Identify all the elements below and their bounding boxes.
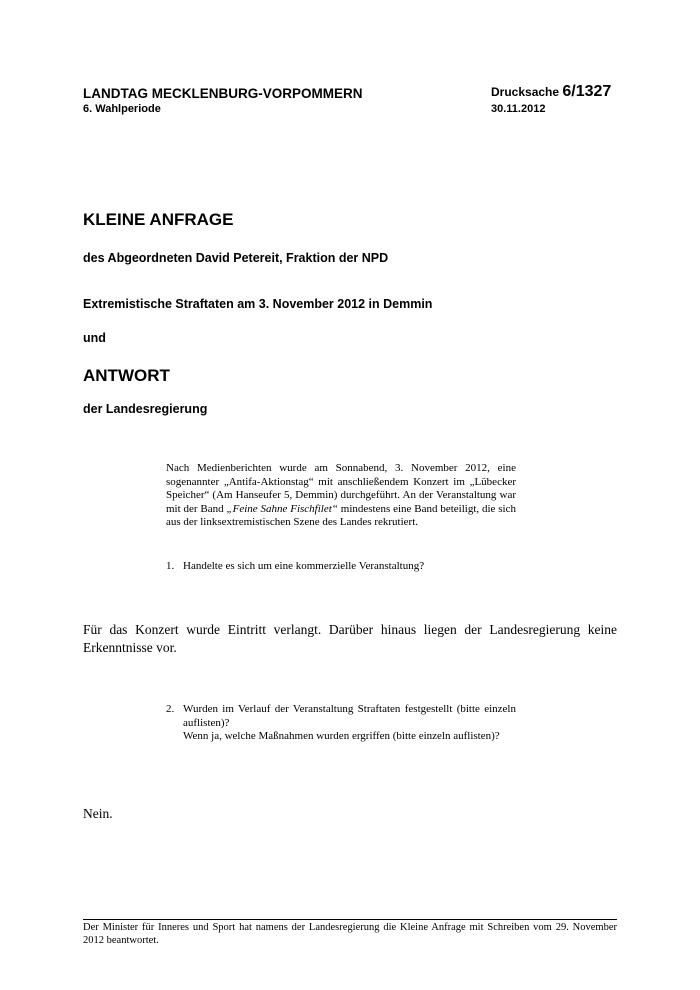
question-2: [166, 703, 516, 744]
footnote: Der Minister für Inneres und Sport hat namens der Landesregierung die Kleine Anfrage mit Schreiben vom 29. November 2012 beantwortet.: [83, 922, 617, 947]
intro-text-part1: Nach Medienberichten wurde am Sonnabend, 3. November 2012, eine sogenannter „Antifa-Aktionstag“ mit anschließendem Konzert im „Lübecker Speicher“ (Am Hanseufer 5, Demmin) durchgeführt. An der Veranstaltung war mit der Band: [166, 462, 516, 515]
heading-landesregierung: der Landesregierung: [83, 402, 208, 416]
question-1: [166, 560, 516, 574]
heading-und: und: [83, 331, 106, 345]
answer-1: Für das Konzert wurde Eintritt verlangt. Darüber hinaus liegen der Landesregierung keine Erkenntnisse vor.: [83, 622, 617, 655]
intro-paragraph: [166, 462, 516, 530]
question-1-text: Handelte es sich um eine kommerzielle Veranstaltung?: [183, 560, 425, 572]
footnote-divider: [83, 919, 617, 920]
intro-text-part2: mindestens eine Band beteiligt, die sich aus der linksextremistischen Szene des Landes rekrutiert.: [166, 502, 516, 529]
electoral-period: 6. Wahlperiode: [83, 103, 161, 115]
question-2-number: 2.: [166, 703, 175, 715]
question-1-number: 1.: [166, 560, 175, 572]
question-2-line-2: Wenn ja, welche Maßnahmen wurden ergriffen (bitte einzeln auflisten)?: [183, 730, 500, 743]
heading-kleine-anfrage: KLEINE ANFRAGE: [83, 210, 234, 229]
heading-topic: Extremistische Straftaten am 3. November 2012 in Demmin: [83, 297, 433, 311]
document-date: 30.11.2012: [491, 103, 546, 115]
answer-2: Nein.: [83, 806, 113, 821]
drucksache-number: 6/1327: [562, 83, 612, 100]
heading-abgeordneter: des Abgeordneten David Petereit, Fraktion der NPD: [83, 251, 389, 265]
heading-antwort: ANTWORT: [83, 366, 170, 385]
parliament-name: LANDTAG MECKLENBURG-VORPOMMERN: [83, 86, 363, 101]
drucksache-label: Drucksache: [491, 85, 560, 99]
document-header-left: [83, 86, 363, 116]
band-name: „Feine Sahne Fischfilet“: [226, 502, 338, 515]
document-header-right: [491, 83, 611, 116]
question-2-line-1: Wurden im Verlauf der Veranstaltung Straftaten festgestellt (bitte einzeln auflisten)?: [183, 703, 516, 729]
